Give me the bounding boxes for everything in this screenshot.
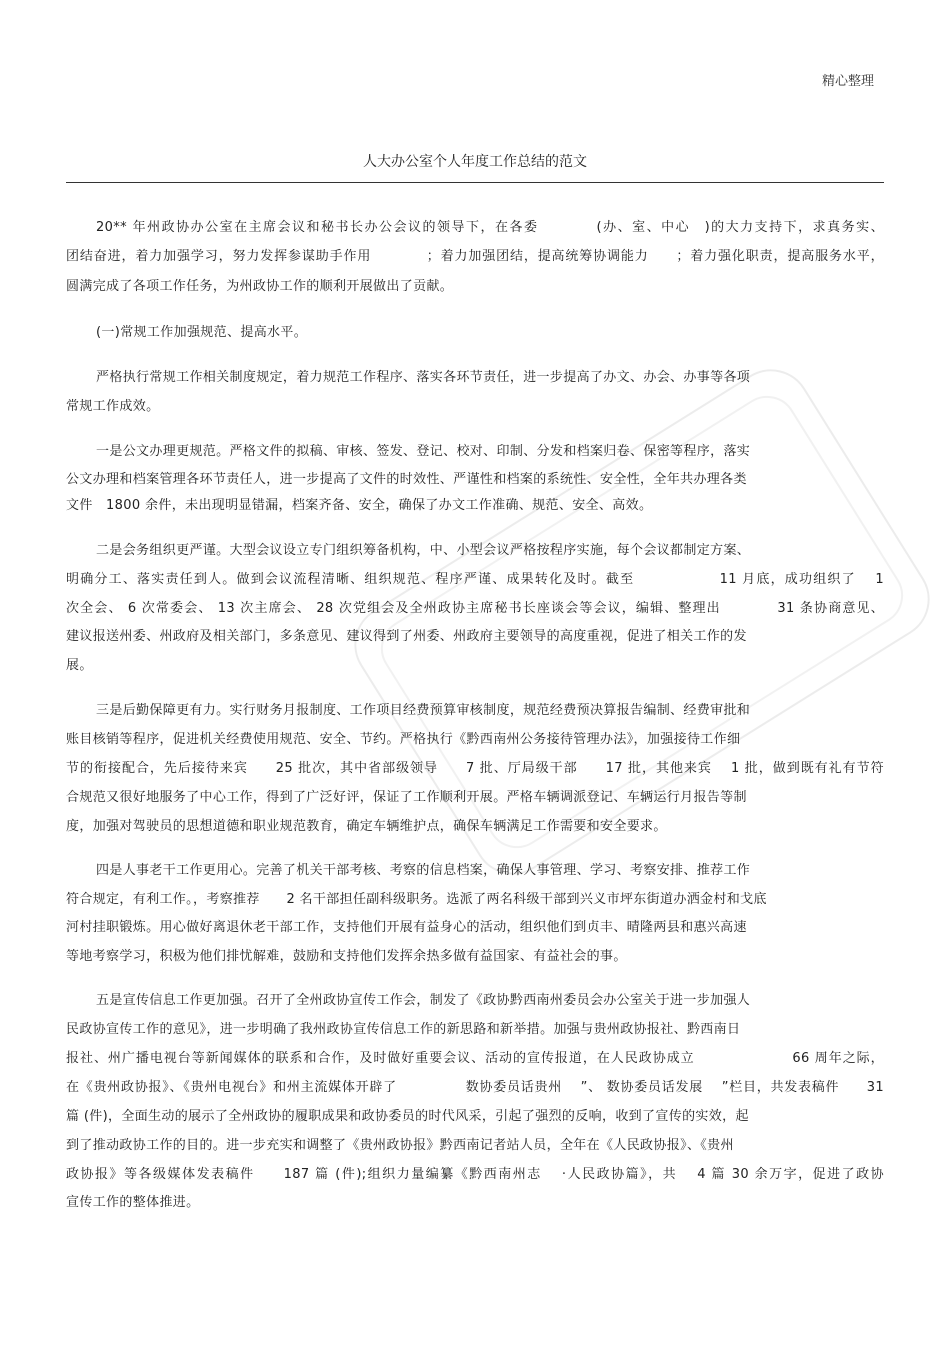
paragraph-line: 文件 1800 余件，未出现明显错漏，档案齐备、安全，确保了办文工作准确、规范、安全、高效。 [66,498,653,513]
paragraph-line: 二是会务组织更严谨。大型会议设立专门组织筹备机构，中、小型会议严格按程序实施，每个会议都制定方案、 [96,543,751,558]
paragraph-line: 严格执行常规工作相关制度规定，着力规范工作程序、落实各环节责任，进一步提高了办文、办会、办事等各项 [96,370,751,385]
document-title: 人大办公室个人年度工作总结的范文 [363,154,587,170]
paragraph-line: 等地考察学习，积极为他们排忧解难，鼓励和支持他们发挥余热多做有益国家、有益社会的事。 [66,949,627,964]
paragraph-line: 度，加强对驾驶员的思想道德和职业规范教育，确定车辆维护点，确保车辆满足工作需要和安全要求。 [66,819,667,834]
paragraph-line: 团结奋进，着力加强学习，努力发挥参谋助手作用 ；着力加强团结，提高统筹协调能力 ；着力强化职责，提高服务水平， [66,249,884,264]
header-note: 精心整理 [821,74,874,89]
paragraph-line: 一是公文办理更规范。严格文件的拟稿、审核、签发、登记、校对、印制、分发和档案归卷、保密等程序，落实 [96,444,751,459]
paragraph-line: 民政协宣传工作的意见》，进一步明确了我州政协宣传信息工作的新思路和新举措。加强与贵州政协报社、黔西南日 [66,1022,741,1037]
paragraph-line: 到了推动政协工作的目的。进一步充实和调整了《贵州政协报》黔西南记者站人员，全年在《人民政协报》、《贵州 [66,1138,734,1153]
paragraph-line: 四是人事老干工作更用心。完善了机关干部考核、考察的信息档案，确保人事管理、学习、考察安排、推荐工作 [96,863,751,878]
paragraph-line: 圆满完成了各项工作任务，为州政协工作的顺利开展做出了贡献。 [66,279,454,294]
paragraph-line: 宣传工作的整体推进。 [66,1195,200,1210]
paragraph-line: 合规范又很好地服务了中心工作，得到了广泛好评，保证了工作顺利开展。严格车辆调派登记、车辆运行月报告等制 [66,790,747,805]
title-divider [66,182,884,183]
paragraph-line: 报社、州广播电视台等新闻媒体的联系和合作，及时做好重要会议、活动的宣传报道，在人民政协成立 66 周年之际， [66,1051,884,1066]
paragraph-line: 在《贵州政协报》、《贵州电视台》和州主流媒体开辟了 数协委员话贵州 ”、 数协委员话发展 ”栏目，共发表稿件 31 [66,1080,884,1095]
paragraph-line: 公文办理和档案管理各环节责任人，进一步提高了文件的时效性、严谨性和档案的系统性、安全性，全年共办理各类 [66,472,747,487]
paragraph-line: 20** 年州政协办公室在主席会议和秘书长办公会议的领导下，在各委 (办、室、中心 )的大力支持下，求真务实、 [96,220,884,235]
paragraph-line: 五是宣传信息工作更加强。召开了全州政协宣传工作会，制发了《政协黔西南州委员会办公室关于进一步加强人 [96,993,751,1008]
section-heading: (一)常规工作加强规范、提高水平。 [96,325,308,340]
paragraph-line: 节的衔接配合，先后接待来宾 25 批次，其中省部级领导 7 批、厅局级干部 17 批，其他来宾 1 批，做到既有礼有节符 [66,761,884,776]
paragraph-line: 常规工作成效。 [66,399,160,414]
paragraph-line: 篇 (件)，全面生动的展示了全州政协的履职成果和政协委员的时代风采，引起了强烈的反响，收到了宣传的实效，起 [66,1109,749,1124]
paragraph-line: 明确分工、落实责任到人。做到会议流程清晰、组织规范、程序严谨、成果转化及时。截至 11 月底，成功组织了 1 [66,572,884,587]
paragraph-line: 次全会、 6 次常委会、 13 次主席会、 28 次党组会及全州政协主席秘书长座谈会等会议，编辑、整理出 31 条协商意见、 [66,601,884,616]
paragraph-line: 三是后勤保障更有力。实行财务月报制度、工作项目经费预算审核制度，规范经费预决算报告编制、经费审批和 [96,703,751,718]
paragraph-line: 符合规定，有利工作。，考察推荐 2 名干部担任副科级职务。选派了两名科级干部到兴义市坪东街道办洒金村和戈底 [66,892,767,907]
watermark [339,354,944,889]
paragraph-line: 账目核销等程序，促进机关经费使用规范、安全、节约。严格执行《黔西南州公务接待管理办法》，加强接待工作细 [66,732,741,747]
paragraph-line: 政协报》等各级媒体发表稿件 187 篇 (件);组织力量编纂《黔西南州志 ·人民政协篇》，共 4 篇 30 余万字，促进了政协 [66,1167,884,1182]
paragraph-line: 河村挂职锻炼。用心做好离退休老干部工作，支持他们开展有益身心的活动，组织他们到贞丰、晴隆两县和惠兴高速 [66,920,747,935]
paragraph-line: 建议报送州委、州政府及相关部门，多条意见、建议得到了州委、州政府主要领导的高度重视，促进了相关工作的发 [66,629,747,644]
paragraph-line: 展。 [66,658,93,673]
